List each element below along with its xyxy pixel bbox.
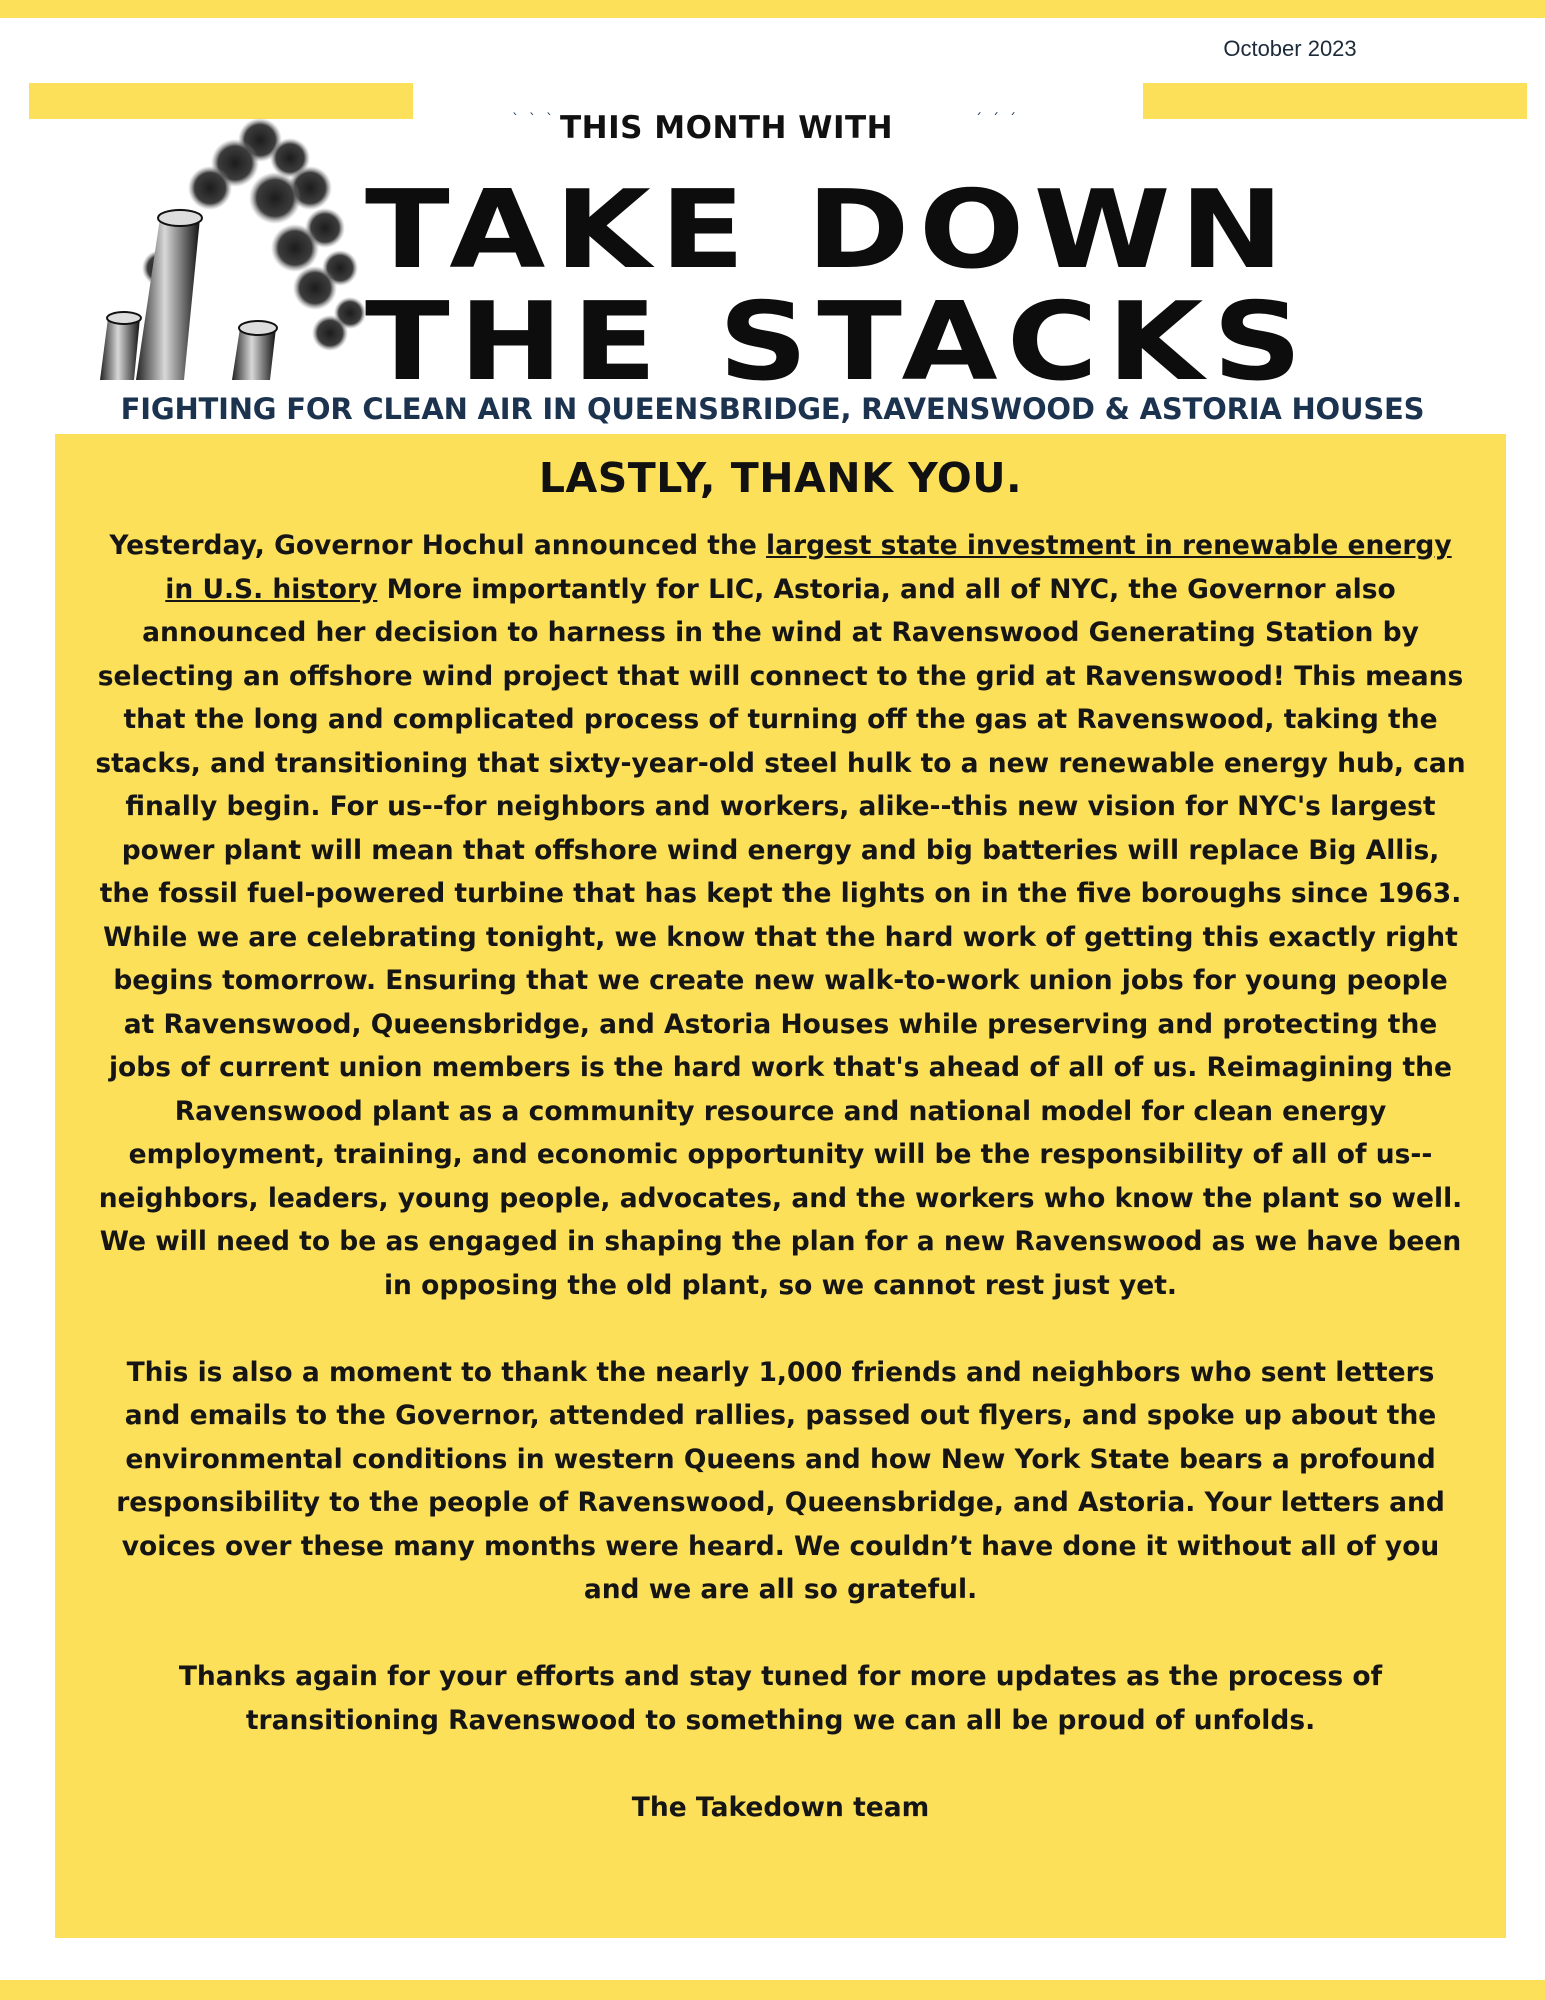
article-signature: The Takedown team xyxy=(631,1791,930,1823)
title-line-2: THE STACKS xyxy=(365,280,1312,405)
newsletter-title xyxy=(365,168,1545,405)
article-paragraph-1 xyxy=(95,524,1466,1307)
smokestacks-illustration xyxy=(100,118,380,380)
article-heading: LASTLY, THANK YOU. xyxy=(538,454,1023,502)
article-paragraph-3: Thanks again for your efforts and stay tuned for more updates as the process of transitioning Ravenswood to something we can all be proud of unfolds. xyxy=(178,1661,1383,1736)
renewable-investment-link[interactable]: largest state investment in renewable energy in U.S. history xyxy=(165,530,1452,605)
decorative-ticks-left: ˋˋˋ xyxy=(512,112,563,128)
top-accent-bar xyxy=(0,0,1545,18)
newsletter-subtitle: FIGHTING FOR CLEAN AIR IN QUEENSBRIDGE, RAVENSWOOD & ASTORIA HOUSES xyxy=(120,392,1425,426)
article-paragraph-2: This is also a moment to thank the nearly 1,000 friends and neighbors who sent letters and emails to the Governor, attended rallies, passed out flyers, and spoke up about the environmental conditions in western Queens and how New York State bears a profound responsibility to the people of Ravenswood, Queensbridge, and Astoria. Your letters and voices over these many months were heard. We couldn’t have done it without all of you and we are all so grateful. xyxy=(116,1356,1445,1605)
bottom-accent-bar xyxy=(0,1980,1545,2000)
header-accent-bar-left xyxy=(29,83,413,119)
paragraph-1-rest: More importantly for LIC, Astoria, and all of NYC, the Governor also announced her decision to harness in the wind at Ravenswood Generating Station by selecting an offshore wind project that will connect to the grid at Ravenswood! This means that the long and complicated process of turning off the gas at Ravenswood, taking the stacks, and transitioning that sixty-year-old steel hulk to a new renewable energy hub, can finally begin. For us--for neighbors and workers, alike--this new vision for NYC's largest power plant will mean that offshore wind energy and big batteries will replace Big Allis, the fossil fuel-powered turbine that has kept the lights on in the five boroughs since 1963. While we are celebrating tonight, we know that the hard work of getting this exactly right begins tomorrow. Ensuring that we create new walk-to-work union jobs for young people at Ravenswood, Queensbridge, and Astoria Houses while preserving and protecting the jobs of current union members is the hard work that's ahead of all of us. Reimagining the Ravenswood plant as a community resource and national model for clean energy employment, training, and economic opportunity will be the responsibility of all of us-- neighbors, leaders, young people, advocates, and the workers who know the plant so well. We will need to be as engaged in shaping the plan for a new Ravenswood as we have been in opposing the old plant, so we cannot rest just yet. xyxy=(95,573,1466,1301)
header-accent-bar-right xyxy=(1143,83,1527,119)
header-kicker: THIS MONTH WITH xyxy=(560,110,894,146)
decorative-ticks-right: ˊˊˊ xyxy=(975,112,1026,128)
title-line-1: TAKE DOWN xyxy=(365,168,1293,293)
article-panel xyxy=(55,434,1506,1938)
issue-date: October 2023 xyxy=(1223,36,1357,61)
article-body xyxy=(95,524,1466,1873)
paragraph-1-intro: Yesterday, Governor Hochul announced the xyxy=(109,530,767,561)
